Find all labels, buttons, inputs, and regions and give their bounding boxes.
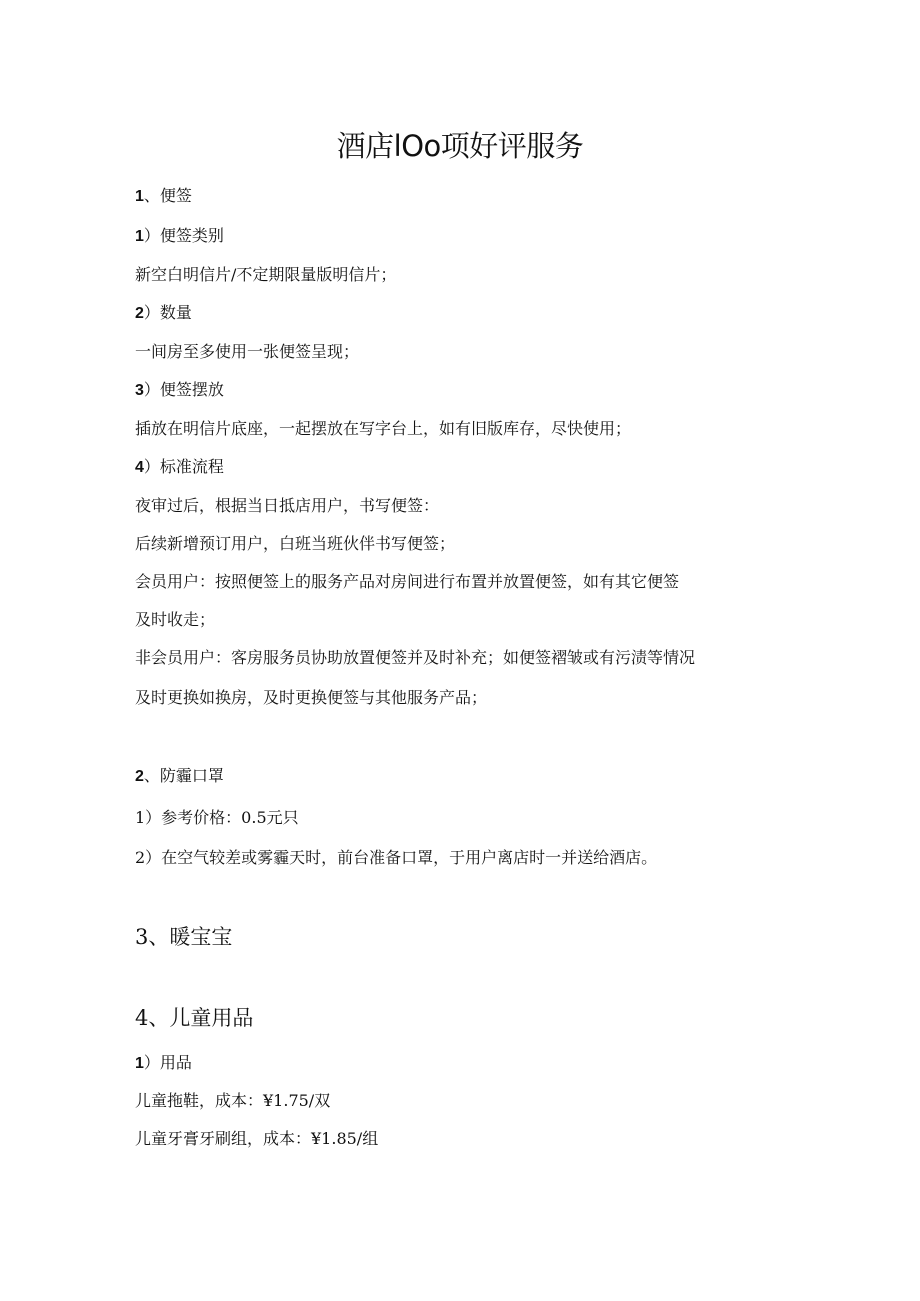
subheading-2	[135, 301, 192, 326]
subheading-number: 4	[135, 459, 144, 476]
paragraph-line: 夜审过后，根据当日抵店用户，书写便签：	[135, 496, 440, 515]
paragraph-line: 后续新增预订用户，白班当班伙伴书写便签；	[135, 534, 456, 553]
paragraph-line: 一间房至多使用一张便签呈现；	[135, 342, 360, 361]
subheading-number: 3	[135, 382, 144, 399]
page-title: 酒店lOo项好评服务	[336, 129, 584, 163]
paragraph-line: 儿童牙膏牙刷组，成本：¥1.85/组	[135, 1129, 379, 1148]
section-2-heading	[135, 764, 224, 789]
subheading-4	[135, 455, 224, 480]
subheading-1	[135, 1051, 192, 1076]
subheading-number: 1	[135, 1055, 144, 1072]
subheading-label: ）便签类别	[143, 226, 224, 245]
section-3-heading: 3、暖宝宝	[135, 925, 233, 949]
paragraph-line: 2）在空气较差或雾霾天时，前台准备口罩，于用户离店时一并送给酒店。	[135, 848, 658, 867]
subheading-label: ）用品	[143, 1053, 192, 1072]
section-4-heading: 4、儿童用品	[135, 1006, 254, 1030]
paragraph-line: 1）参考价格：0.5元只	[135, 808, 299, 827]
subheading-number: 1	[135, 228, 144, 245]
paragraph-line: 插放在明信片底座，一起摆放在写字台上，如有旧版库存，尽快使用；	[135, 419, 632, 438]
subheading-1	[135, 224, 224, 249]
paragraph-line: 及时收走；	[135, 610, 216, 629]
subheading-label: ）标准流程	[143, 457, 224, 476]
paragraph-line: 及时更换如换房，及时更换便签与其他服务产品；	[135, 688, 488, 707]
paragraph-line: 非会员用户：客房服务员协助放置便签并及时补充；如便签褶皱或有污渍等情况	[135, 648, 696, 667]
subheading-3	[135, 378, 224, 403]
section-2-number: 2	[135, 768, 144, 785]
section-2-title: 、防霾口罩	[143, 766, 224, 785]
subheading-label: ）数量	[143, 303, 192, 322]
section-1-title: 、便签	[143, 186, 192, 205]
paragraph-line: 会员用户：按照便签上的服务产品对房间进行布置并放置便签，如有其它便签	[135, 572, 680, 591]
section-1-heading	[135, 184, 192, 209]
subheading-number: 2	[135, 305, 144, 322]
paragraph-line: 新空白明信片/不定期限量版明信片；	[135, 265, 397, 284]
subheading-label: ）便签摆放	[143, 380, 224, 399]
section-1-number: 1	[135, 188, 144, 205]
paragraph-line: 儿童拖鞋，成本：¥1.75/双	[135, 1091, 331, 1110]
